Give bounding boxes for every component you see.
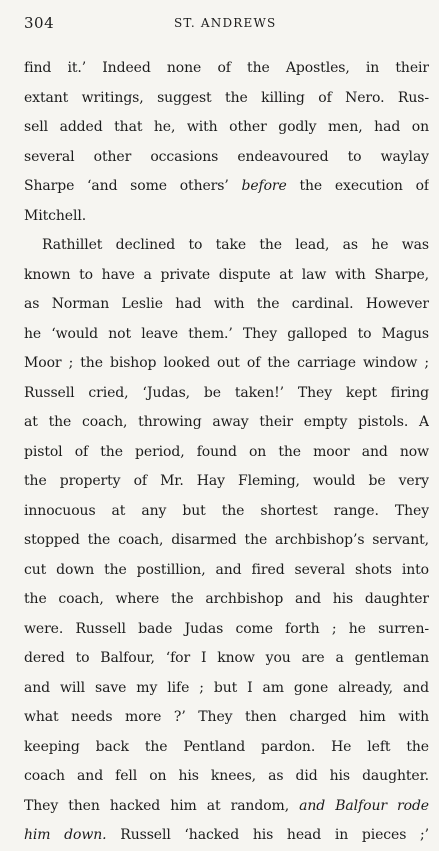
text-segment: and will save my life ; but I am gone already, and [24, 679, 429, 696]
text-segment: Sharpe ‘and some others’ [24, 178, 242, 194]
text-line [24, 556, 429, 586]
text-segment: he ‘would not leave them.’ They galloped to Magus [24, 325, 429, 342]
text-line [24, 408, 429, 438]
text-segment: the property of Mr. Hay Fleming, would be very [24, 473, 429, 489]
text-segment: coach and fell on his knees, as did his daughter. [24, 768, 429, 784]
text-line [24, 290, 429, 320]
text-line [24, 379, 429, 409]
page-header [24, 14, 434, 36]
text-segment: as Norman Leslie had with the cardinal. However [24, 296, 429, 312]
text-line [24, 231, 429, 261]
text-segment: innocuous at any but the shortest range. They [24, 502, 429, 519]
text-segment: what needs more ?’ They then charged him with [24, 709, 429, 725]
text-segment: pistol of the period, found on the moor and now [24, 443, 429, 460]
text-segment: Russell ‘hacked his head in pieces ;’ [106, 827, 429, 843]
text-line [24, 438, 429, 468]
italic-text: him down. [24, 827, 107, 843]
text-line [24, 261, 429, 291]
text-segment: Rathillet declined to take the lead, as he was [42, 237, 429, 253]
text-segment: Mitchell. [24, 207, 87, 224]
text-segment: sell added that he, with other godly men, had on [24, 119, 429, 135]
text-segment: the execution of [286, 178, 429, 194]
text-line [24, 84, 429, 114]
page-number: 304 [24, 14, 55, 32]
text-segment: Russell cried, ‘Judas, be taken!’ They kept firing [24, 384, 429, 401]
text-line [24, 54, 429, 84]
text-line [24, 762, 429, 792]
text-segment: the coach, where the archbishop and his daughter [24, 591, 429, 607]
text-line [24, 526, 429, 556]
text-line [24, 202, 429, 232]
text-segment: cut down the postillion, and fired several shots into [24, 561, 429, 578]
text-line [24, 703, 429, 733]
text-line [24, 143, 429, 173]
italic-text: and Balfour rode [299, 797, 429, 814]
text-line [24, 349, 429, 379]
text-segment: Moor ; the bishop looked out of the carriage window ; [24, 355, 429, 371]
text-segment: stopped the coach, disarmed the archbishop’s servant, [24, 532, 429, 548]
text-line [24, 674, 429, 704]
text-line [24, 585, 429, 615]
text-line [24, 467, 429, 497]
text-segment: dered to Balfour, ‘for I know you are a gentleman [24, 650, 429, 666]
text-segment: known to have a private dispute at law with Sharpe, [24, 266, 429, 283]
text-line [24, 113, 429, 143]
text-segment: keeping back the Pentland pardon. He left the [24, 738, 429, 755]
text-segment: find it.’ Indeed none of the Apostles, in their [24, 60, 429, 76]
text-segment: extant writings, suggest the killing of Nero. Rus- [24, 89, 429, 106]
text-segment: They then hacked him at random, [24, 797, 300, 814]
running-head: ST. ANDREWS [174, 16, 277, 30]
text-segment: several other occasions endeavoured to waylay [24, 148, 429, 165]
text-line [24, 320, 429, 350]
body-text [24, 54, 429, 851]
text-line [24, 821, 429, 851]
text-line [24, 615, 429, 645]
text-line [24, 792, 429, 822]
text-line [24, 497, 429, 527]
text-line [24, 733, 429, 763]
italic-text: before [241, 178, 287, 194]
text-segment: at the coach, throwing away their empty pistols. A [24, 414, 429, 430]
text-line [24, 172, 429, 202]
text-line [24, 644, 429, 674]
text-segment: were. Russell bade Judas come forth ; he surren- [24, 620, 429, 637]
